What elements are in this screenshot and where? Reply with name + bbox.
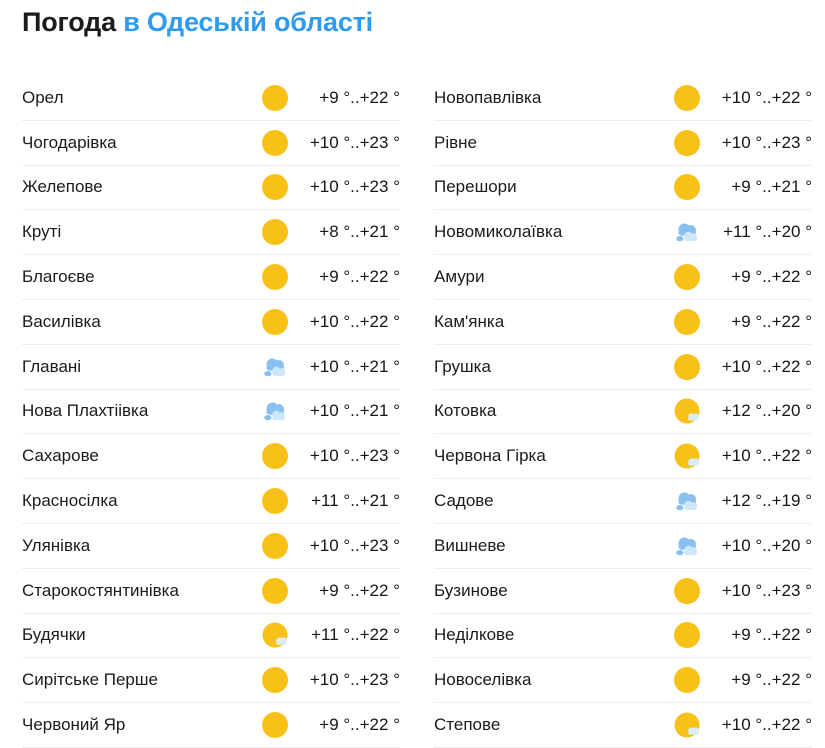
location-row[interactable] <box>434 524 812 569</box>
temp-range: +9 °..+22 ° <box>319 267 400 287</box>
location-row[interactable] <box>22 703 400 748</box>
sun-icon <box>262 712 288 738</box>
location-name: Амури <box>434 267 485 287</box>
clouds-icon <box>674 219 700 245</box>
location-row[interactable] <box>22 166 400 211</box>
sun-icon <box>262 578 288 604</box>
clouds-icon <box>262 398 288 424</box>
temp-range: +10 °..+23 ° <box>309 177 400 197</box>
temp-range: +10 °..+22 ° <box>721 715 812 735</box>
location-name: Желепове <box>22 177 103 197</box>
temp-range: +11 °..+20 ° <box>723 222 812 242</box>
location-name: Улянівка <box>22 535 91 555</box>
sun-icon <box>674 309 700 335</box>
temp-range: +9 °..+22 ° <box>319 87 400 107</box>
location-name: Орел <box>22 87 64 107</box>
location-row[interactable] <box>22 255 400 300</box>
title-main: Погода <box>22 7 116 37</box>
sun-icon <box>262 130 288 156</box>
location-name: Круті <box>22 222 62 242</box>
location-row[interactable] <box>434 166 812 211</box>
location-name: Червона Гірка <box>434 446 546 466</box>
location-row[interactable] <box>22 524 400 569</box>
location-name: Чогодарівка <box>22 132 117 152</box>
sun-icon <box>262 533 288 559</box>
temp-range: +12 °..+19 ° <box>721 491 812 511</box>
location-row[interactable] <box>22 434 400 479</box>
location-name: Главані <box>22 356 82 376</box>
location-name: Грушка <box>434 356 491 376</box>
location-row[interactable] <box>434 569 812 614</box>
sun-icon <box>674 85 700 111</box>
location-row[interactable] <box>434 255 812 300</box>
location-row[interactable] <box>434 703 812 748</box>
location-row[interactable] <box>434 434 812 479</box>
location-row[interactable] <box>434 614 812 659</box>
location-name: Степове <box>434 715 501 735</box>
location-row[interactable] <box>434 76 812 121</box>
location-row[interactable] <box>434 658 812 703</box>
sun-icon <box>262 443 288 469</box>
sun-behind-cloud-icon <box>674 443 700 469</box>
temp-range: +10 °..+20 ° <box>721 535 812 555</box>
location-row[interactable] <box>434 390 812 435</box>
sun-icon <box>262 488 288 514</box>
sun-behind-cloud-icon <box>674 712 700 738</box>
temp-range: +9 °..+21 ° <box>731 177 812 197</box>
location-name: Кам'янка <box>434 311 505 331</box>
location-row[interactable] <box>434 345 812 390</box>
location-row[interactable] <box>22 121 400 166</box>
location-name: Старокостянтинівка <box>22 580 179 600</box>
temp-range: +10 °..+23 ° <box>309 446 400 466</box>
location-row[interactable] <box>22 390 400 435</box>
location-name: Сирітське Перше <box>22 670 158 690</box>
location-name: Сахарове <box>22 446 99 466</box>
location-name: Садове <box>434 491 494 511</box>
location-row[interactable] <box>22 300 400 345</box>
location-name: Котовка <box>434 401 497 421</box>
sun-icon <box>262 309 288 335</box>
sun-icon <box>674 622 700 648</box>
location-name: Будячки <box>22 625 86 645</box>
location-name: Красносілка <box>22 491 118 511</box>
location-row[interactable] <box>434 300 812 345</box>
sun-icon <box>262 219 288 245</box>
location-row[interactable] <box>22 479 400 524</box>
page-title <box>22 6 812 38</box>
location-name: Вишневе <box>434 535 506 555</box>
temp-range: +9 °..+22 ° <box>731 311 812 331</box>
location-name: Неділкове <box>434 625 515 645</box>
temp-range: +9 °..+22 ° <box>731 625 812 645</box>
weather-table <box>22 76 812 748</box>
sun-icon <box>262 667 288 693</box>
sun-icon <box>674 578 700 604</box>
location-name: Новоселівка <box>434 670 532 690</box>
location-name: Новомиколаївка <box>434 222 563 242</box>
sun-icon <box>262 174 288 200</box>
location-row[interactable] <box>434 210 812 255</box>
location-row[interactable] <box>22 210 400 255</box>
sun-icon <box>674 354 700 380</box>
temp-range: +10 °..+22 ° <box>721 356 812 376</box>
temp-range: +10 °..+23 ° <box>309 132 400 152</box>
temp-range: +10 °..+22 ° <box>721 446 812 466</box>
temp-range: +11 °..+21 ° <box>311 491 400 511</box>
location-name: Василівка <box>22 311 101 331</box>
location-row[interactable] <box>22 614 400 659</box>
sun-behind-cloud-icon <box>674 398 700 424</box>
temp-range: +10 °..+22 ° <box>309 311 400 331</box>
sun-icon <box>674 130 700 156</box>
sun-icon <box>262 85 288 111</box>
location-name: Благоєве <box>22 267 95 287</box>
temp-range: +8 °..+21 ° <box>319 222 400 242</box>
location-row[interactable] <box>22 345 400 390</box>
location-name: Рівне <box>434 132 477 152</box>
temp-range: +9 °..+22 ° <box>319 580 400 600</box>
region-link[interactable]: в Одеській області <box>123 7 373 37</box>
temp-range: +10 °..+21 ° <box>309 401 400 421</box>
clouds-icon <box>674 533 700 559</box>
temp-range: +11 °..+22 ° <box>311 625 400 645</box>
column-left <box>22 76 400 748</box>
sun-icon <box>262 264 288 290</box>
temp-range: +9 °..+22 ° <box>731 267 812 287</box>
temp-range: +10 °..+21 ° <box>309 356 400 376</box>
location-row[interactable] <box>22 658 400 703</box>
sun-icon <box>674 174 700 200</box>
sun-behind-cloud-icon <box>262 622 288 648</box>
temp-range: +12 °..+20 ° <box>721 401 812 421</box>
temp-range: +10 °..+23 ° <box>309 670 400 690</box>
location-name: Новопавлівка <box>434 87 542 107</box>
sun-icon <box>674 264 700 290</box>
clouds-icon <box>262 354 288 380</box>
column-right <box>434 76 812 748</box>
sun-icon <box>674 667 700 693</box>
temp-range: +9 °..+22 ° <box>319 715 400 735</box>
location-name: Бузинове <box>434 580 508 600</box>
temp-range: +9 °..+22 ° <box>731 670 812 690</box>
location-row[interactable] <box>22 569 400 614</box>
location-name: Червоний Яр <box>22 715 126 735</box>
temp-range: +10 °..+23 ° <box>309 535 400 555</box>
location-name: Нова Плахтіівка <box>22 401 149 421</box>
temp-range: +10 °..+22 ° <box>721 87 812 107</box>
location-row[interactable] <box>434 121 812 166</box>
location-name: Перешори <box>434 177 517 197</box>
clouds-icon <box>674 488 700 514</box>
location-row[interactable] <box>434 479 812 524</box>
location-row[interactable] <box>22 76 400 121</box>
temp-range: +10 °..+23 ° <box>721 580 812 600</box>
temp-range: +10 °..+23 ° <box>721 132 812 152</box>
